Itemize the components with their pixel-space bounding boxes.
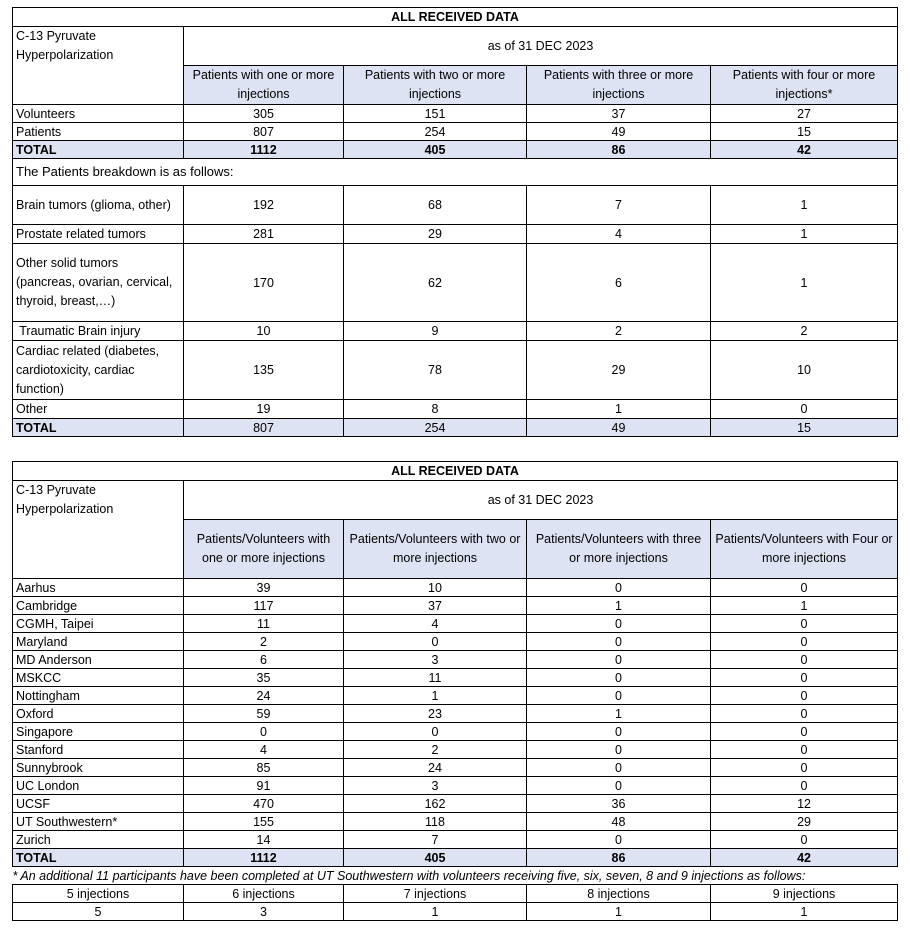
extra-value: 1 — [711, 903, 898, 921]
cell-value: 10 — [711, 341, 898, 400]
row-label: MD Anderson — [13, 651, 184, 669]
cell-value: 12 — [711, 795, 898, 813]
extra-header: 8 injections — [527, 885, 711, 903]
cell-value: 91 — [184, 777, 344, 795]
cell-value: 27 — [711, 105, 898, 123]
table-row — [13, 615, 898, 633]
total-label: TOTAL — [13, 849, 184, 867]
column-header: Patients/Volunteers with one or more injections — [184, 520, 344, 579]
sites-table — [12, 461, 898, 921]
cell-value: 0 — [527, 615, 711, 633]
cell-value: 0 — [344, 723, 527, 741]
cell-value: 0 — [711, 633, 898, 651]
cell-value: 10 — [344, 579, 527, 597]
cell-value: 0 — [711, 669, 898, 687]
table-row — [13, 831, 898, 849]
cell-value: 23 — [344, 705, 527, 723]
cell-value: 117 — [184, 597, 344, 615]
row-label: Zurich — [13, 831, 184, 849]
table-row — [13, 687, 898, 705]
cell-value: 0 — [527, 687, 711, 705]
row-label: Sunnybrook — [13, 759, 184, 777]
cell-value: 24 — [344, 759, 527, 777]
row-label: Prostate related tumors — [13, 225, 184, 244]
cell-value: 170 — [184, 244, 344, 322]
cell-value: 0 — [344, 633, 527, 651]
cell-value: 254 — [344, 123, 527, 141]
table-row — [13, 400, 898, 419]
cell-value: 135 — [184, 341, 344, 400]
extra-injections-header-row — [13, 885, 898, 903]
table-row — [13, 813, 898, 831]
cell-value: 0 — [711, 759, 898, 777]
footnote: * An additional 11 participants have been completed at UT Southwestern with volunteers receiving five, six, seven, 8 and 9 injections as follows: — [13, 867, 898, 885]
cell-value: 29 — [527, 341, 711, 400]
table-row — [13, 633, 898, 651]
row-label: Cardiac related (diabetes, cardiotoxicity, cardiac function) — [13, 341, 184, 400]
cell-value: 11 — [344, 669, 527, 687]
row-label: UCSF — [13, 795, 184, 813]
cell-value: 0 — [711, 723, 898, 741]
total-value: 405 — [344, 141, 527, 159]
cell-value: 0 — [527, 579, 711, 597]
cell-value: 7 — [527, 186, 711, 225]
table-row — [13, 186, 898, 225]
total-label: TOTAL — [13, 141, 184, 159]
cell-value: 0 — [711, 705, 898, 723]
extra-value: 1 — [344, 903, 527, 921]
table-row — [13, 651, 898, 669]
row-label: Other solid tumors (pancreas, ovarian, cervical, thyroid, breast,…) — [13, 244, 184, 322]
row-label: Maryland — [13, 633, 184, 651]
cell-value: 1 — [711, 597, 898, 615]
cell-value: 0 — [711, 741, 898, 759]
cell-value: 29 — [344, 225, 527, 244]
cell-value: 3 — [344, 651, 527, 669]
cell-value: 0 — [527, 777, 711, 795]
table-row — [13, 341, 898, 400]
total-value: 405 — [344, 849, 527, 867]
cell-value: 2 — [527, 322, 711, 341]
row-label: Volunteers — [13, 105, 184, 123]
cell-value: 62 — [344, 244, 527, 322]
cell-value: 118 — [344, 813, 527, 831]
summary-table — [12, 7, 898, 437]
cell-value: 1 — [711, 225, 898, 244]
table-row — [13, 105, 898, 123]
cell-value: 1 — [711, 244, 898, 322]
cell-value: 37 — [344, 597, 527, 615]
cell-value: 0 — [527, 831, 711, 849]
row-label: Traumatic Brain injury — [13, 322, 184, 341]
cell-value: 14 — [184, 831, 344, 849]
total-row — [13, 141, 898, 159]
cell-value: 4 — [344, 615, 527, 633]
table-row — [13, 705, 898, 723]
row-label: Patients — [13, 123, 184, 141]
row-label: Nottingham — [13, 687, 184, 705]
table-row — [13, 741, 898, 759]
total-label: TOTAL — [13, 419, 184, 437]
row-label: Stanford — [13, 741, 184, 759]
cell-value: 0 — [527, 633, 711, 651]
column-header: Patients with three or more injections — [527, 66, 711, 105]
column-header: Patients/Volunteers with Four or more injections — [711, 520, 898, 579]
total-value: 42 — [711, 141, 898, 159]
table-label: C-13 Pyruvate Hyperpolarization — [13, 27, 184, 105]
cell-value: 24 — [184, 687, 344, 705]
extra-header: 6 injections — [184, 885, 344, 903]
cell-value: 0 — [527, 741, 711, 759]
cell-value: 8 — [344, 400, 527, 419]
cell-value: 19 — [184, 400, 344, 419]
cell-value: 2 — [711, 322, 898, 341]
row-label: Oxford — [13, 705, 184, 723]
cell-value: 1 — [527, 400, 711, 419]
cell-value: 0 — [711, 777, 898, 795]
extra-header: 5 injections — [13, 885, 184, 903]
extra-injections-value-row — [13, 903, 898, 921]
table-row — [13, 597, 898, 615]
cell-value: 281 — [184, 225, 344, 244]
total-value: 49 — [527, 419, 711, 437]
total-value: 15 — [711, 419, 898, 437]
row-label: Aarhus — [13, 579, 184, 597]
cell-value: 0 — [711, 400, 898, 419]
cell-value: 151 — [344, 105, 527, 123]
table-row — [13, 244, 898, 322]
table-row — [13, 579, 898, 597]
cell-value: 0 — [711, 831, 898, 849]
cell-value: 11 — [184, 615, 344, 633]
cell-value: 0 — [711, 651, 898, 669]
table-row — [13, 777, 898, 795]
cell-value: 155 — [184, 813, 344, 831]
row-label: CGMH, Taipei — [13, 615, 184, 633]
cell-value: 0 — [527, 723, 711, 741]
cell-value: 305 — [184, 105, 344, 123]
table-title: ALL RECEIVED DATA — [13, 462, 898, 481]
row-label: Cambridge — [13, 597, 184, 615]
total-value: 254 — [344, 419, 527, 437]
table-title: ALL RECEIVED DATA — [13, 8, 898, 27]
cell-value: 4 — [184, 741, 344, 759]
cell-value: 36 — [527, 795, 711, 813]
cell-value: 1 — [527, 705, 711, 723]
table-row — [13, 795, 898, 813]
extra-value: 3 — [184, 903, 344, 921]
cell-value: 2 — [344, 741, 527, 759]
row-label: UC London — [13, 777, 184, 795]
cell-value: 0 — [527, 651, 711, 669]
cell-value: 1 — [527, 597, 711, 615]
column-header: Patients with four or more injections* — [711, 66, 898, 105]
row-label: MSKCC — [13, 669, 184, 687]
cell-value: 0 — [711, 615, 898, 633]
cell-value: 2 — [184, 633, 344, 651]
column-header: Patients/Volunteers with three or more injections — [527, 520, 711, 579]
cell-value: 1 — [711, 186, 898, 225]
cell-value: 59 — [184, 705, 344, 723]
extra-header: 9 injections — [711, 885, 898, 903]
column-header: Patients with two or more injections — [344, 66, 527, 105]
cell-value: 192 — [184, 186, 344, 225]
extra-header: 7 injections — [344, 885, 527, 903]
total-value: 1112 — [184, 141, 344, 159]
total-row — [13, 849, 898, 867]
extra-value: 1 — [527, 903, 711, 921]
row-label: UT Southwestern* — [13, 813, 184, 831]
cell-value: 35 — [184, 669, 344, 687]
cell-value: 1 — [344, 687, 527, 705]
cell-value: 162 — [344, 795, 527, 813]
extra-value: 5 — [13, 903, 184, 921]
cell-value: 10 — [184, 322, 344, 341]
cell-value: 39 — [184, 579, 344, 597]
total-value: 1112 — [184, 849, 344, 867]
cell-value: 0 — [711, 687, 898, 705]
cell-value: 37 — [527, 105, 711, 123]
breakdown-caption: The Patients breakdown is as follows: — [13, 159, 898, 186]
table-row — [13, 123, 898, 141]
cell-value: 0 — [711, 579, 898, 597]
cell-value: 29 — [711, 813, 898, 831]
cell-value: 0 — [527, 669, 711, 687]
cell-value: 68 — [344, 186, 527, 225]
cell-value: 4 — [527, 225, 711, 244]
row-label: Other — [13, 400, 184, 419]
cell-value: 3 — [344, 777, 527, 795]
cell-value: 48 — [527, 813, 711, 831]
cell-value: 78 — [344, 341, 527, 400]
cell-value: 0 — [184, 723, 344, 741]
column-header: Patients with one or more injections — [184, 66, 344, 105]
total-value: 86 — [527, 849, 711, 867]
total-row — [13, 419, 898, 437]
cell-value: 49 — [527, 123, 711, 141]
as-of-date: as of 31 DEC 2023 — [184, 27, 898, 66]
table-label: C-13 Pyruvate Hyperpolarization — [13, 481, 184, 579]
as-of-date: as of 31 DEC 2023 — [184, 481, 898, 520]
cell-value: 9 — [344, 322, 527, 341]
cell-value: 85 — [184, 759, 344, 777]
cell-value: 6 — [184, 651, 344, 669]
total-value: 86 — [527, 141, 711, 159]
total-value: 807 — [184, 419, 344, 437]
column-header: Patients/Volunteers with two or more injections — [344, 520, 527, 579]
row-label: Brain tumors (glioma, other) — [13, 186, 184, 225]
cell-value: 470 — [184, 795, 344, 813]
table-row — [13, 322, 898, 341]
table-row — [13, 759, 898, 777]
total-value: 42 — [711, 849, 898, 867]
row-label: Singapore — [13, 723, 184, 741]
table-row — [13, 723, 898, 741]
table-row — [13, 225, 898, 244]
cell-value: 15 — [711, 123, 898, 141]
table-row — [13, 669, 898, 687]
cell-value: 807 — [184, 123, 344, 141]
cell-value: 0 — [527, 759, 711, 777]
cell-value: 7 — [344, 831, 527, 849]
cell-value: 6 — [527, 244, 711, 322]
